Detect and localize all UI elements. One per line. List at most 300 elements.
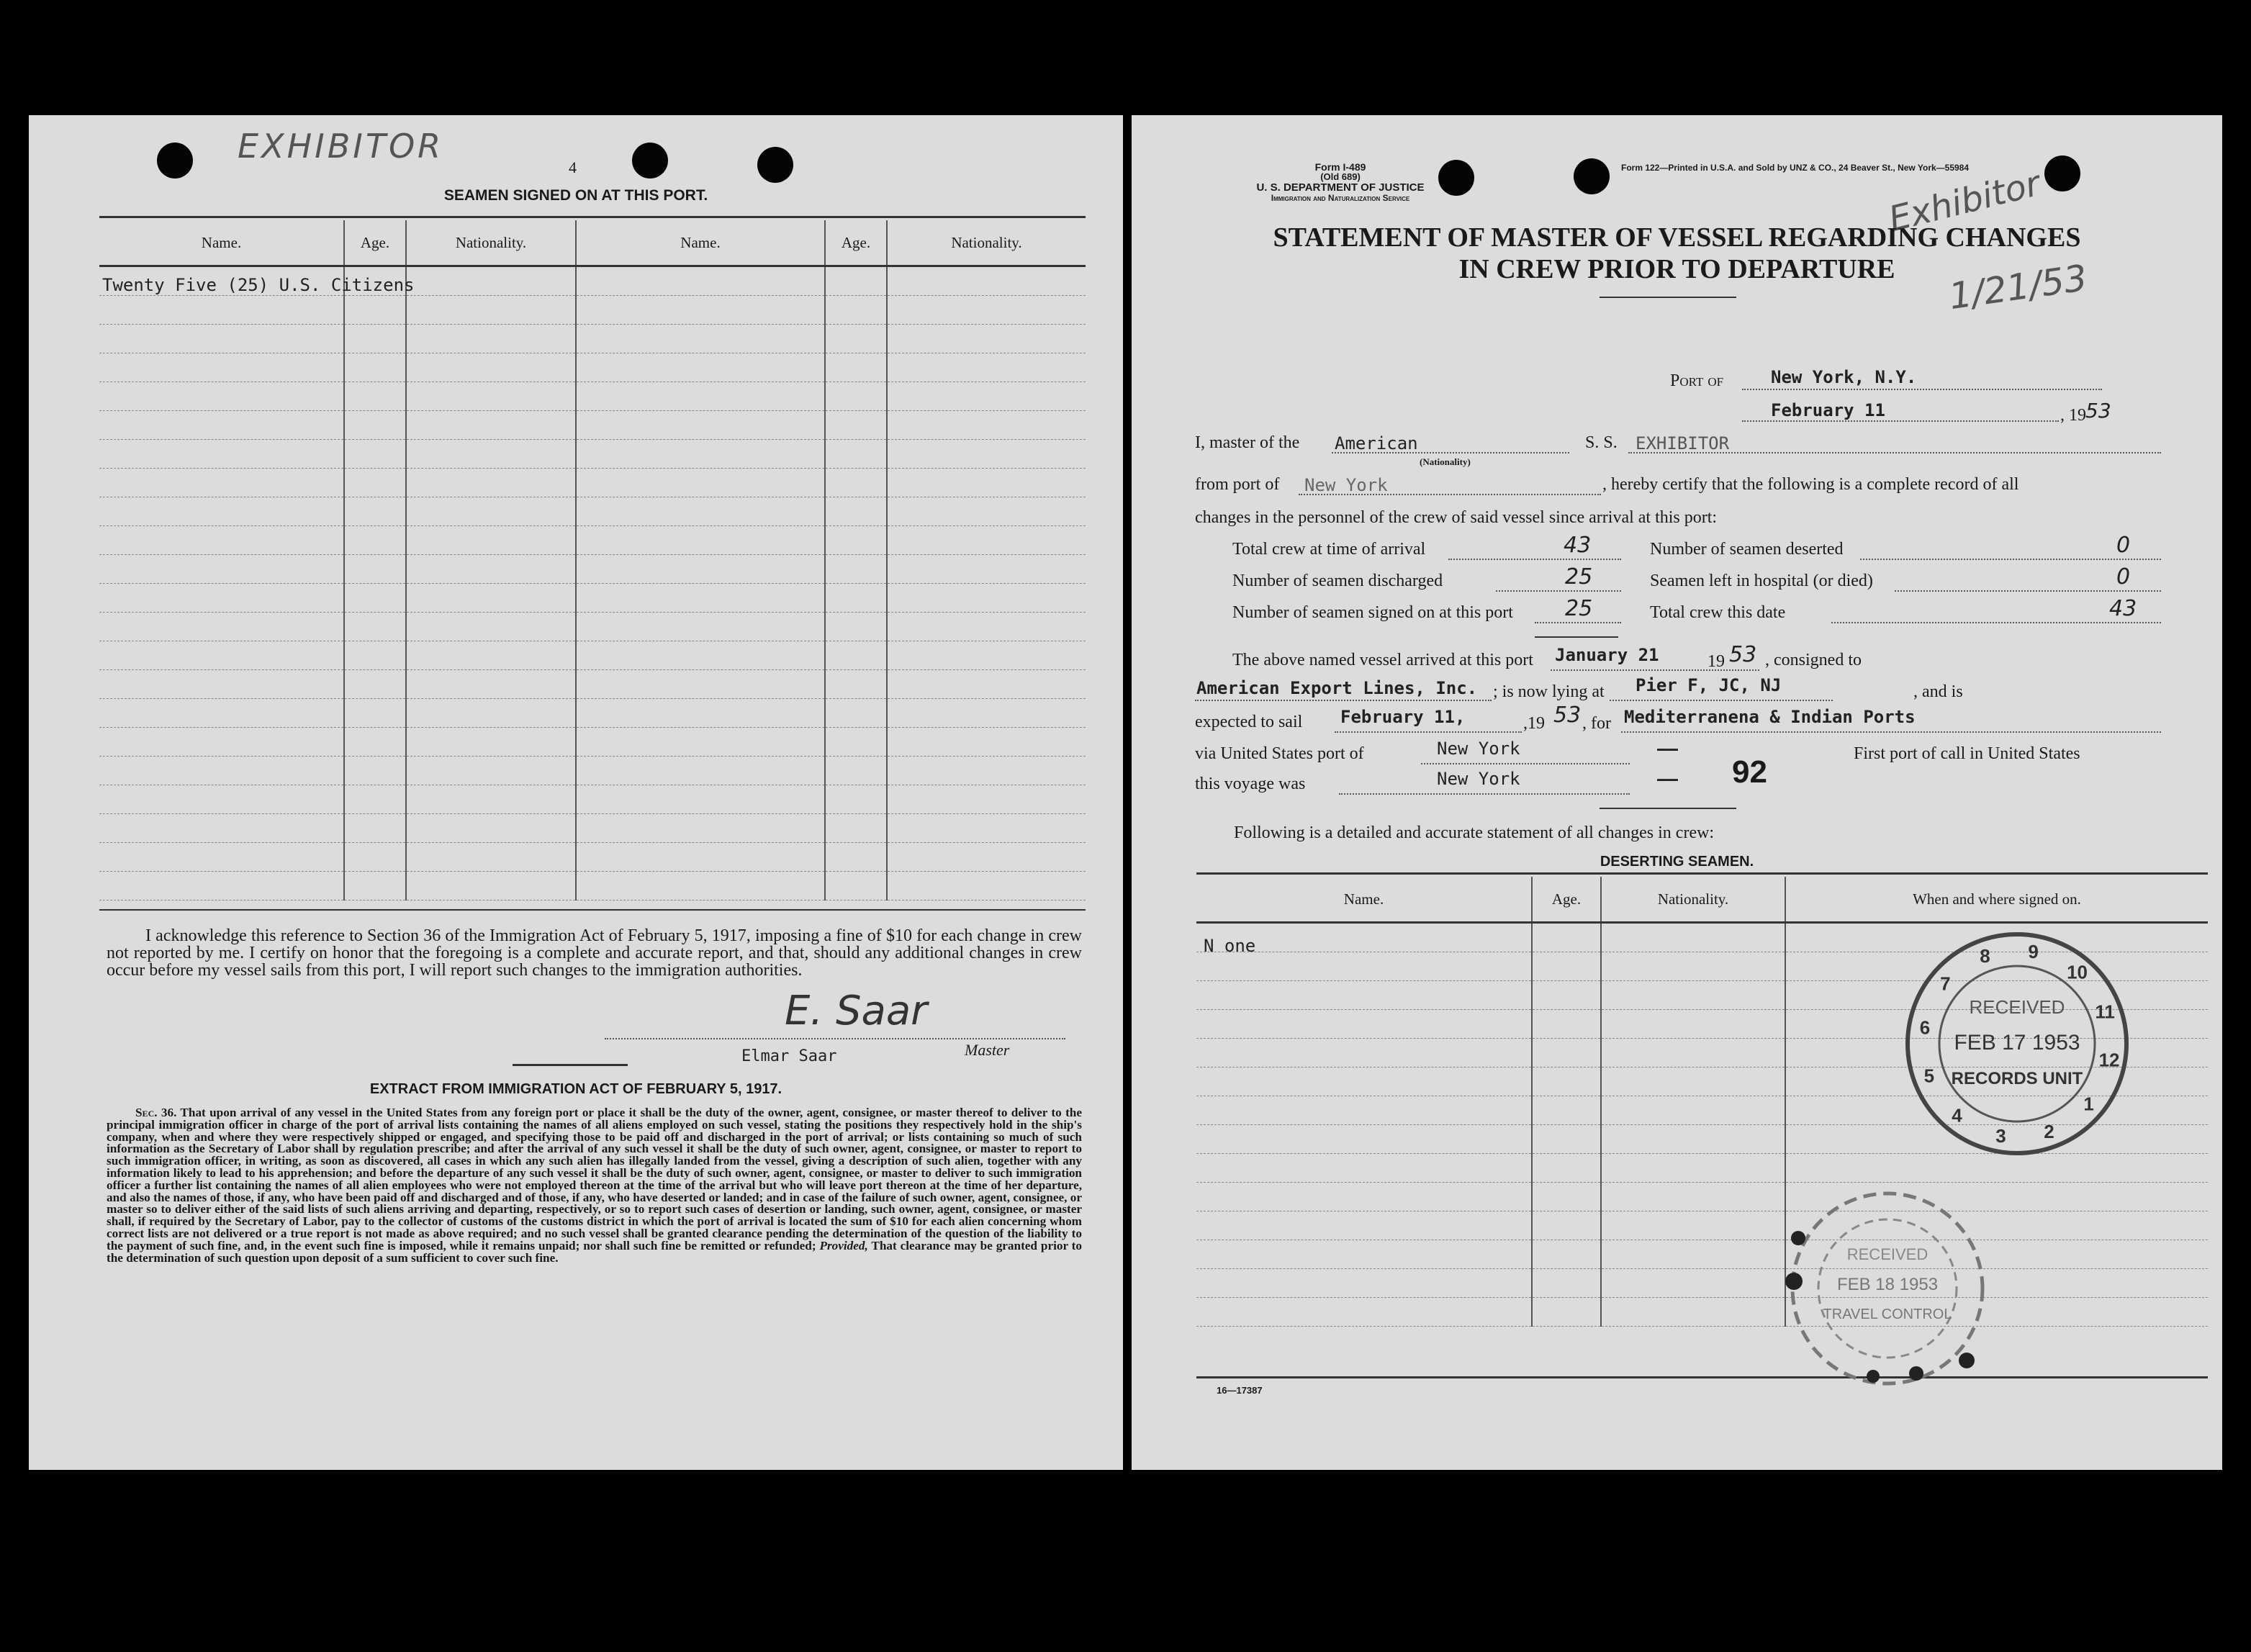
table-cell <box>887 872 1086 901</box>
table-cell <box>1196 1039 1532 1068</box>
table-cell <box>576 872 825 901</box>
via-value: New York <box>1437 739 1520 759</box>
form-title <box>1132 222 2222 285</box>
table-cell <box>576 555 825 584</box>
table-cell <box>887 266 1086 296</box>
left-page <box>29 115 1123 1470</box>
stamp-records-unit: RECORDS UNIT <box>1951 1069 2083 1088</box>
lying-line <box>1610 700 1833 701</box>
table-cell <box>825 670 887 699</box>
table-row <box>1196 1298 2208 1327</box>
table-cell <box>406 497 576 526</box>
table-cell <box>576 670 825 699</box>
table-cell <box>825 497 887 526</box>
table-row <box>99 411 1086 440</box>
table-cell <box>825 411 887 440</box>
table-cell <box>406 843 576 872</box>
table-cell <box>1601 1183 1785 1211</box>
deserted-label: Number of seamen deserted <box>1650 540 1844 559</box>
table-cell <box>825 699 887 728</box>
table-cell <box>344 641 406 670</box>
department: U. S. DEPARTMENT OF JUSTICE <box>1256 181 1425 194</box>
certify-text: , hereby certify that the following is a complete record of all <box>1602 475 2019 494</box>
table-cell <box>1532 923 1601 952</box>
total-crew-arrival-label: Total crew at time of arrival <box>1232 540 1426 559</box>
stamp-ring-number: 12 <box>2098 1049 2120 1071</box>
divider <box>513 1064 628 1066</box>
expected-value: February 11, <box>1340 707 1466 727</box>
table-row <box>99 584 1086 613</box>
column-header: Nationality. <box>887 220 1086 266</box>
table-cell <box>576 440 825 469</box>
table-cell <box>576 382 825 411</box>
extract-section-lead: Sec. 36. <box>135 1106 177 1119</box>
total-crew-date: 43 <box>2109 596 2137 621</box>
table-row <box>99 641 1086 670</box>
table-cell <box>887 843 1086 872</box>
table-cell <box>406 555 576 584</box>
year-value: 53 <box>2085 399 2111 423</box>
table-cell <box>406 699 576 728</box>
table-cell <box>406 613 576 641</box>
table-cell <box>887 699 1086 728</box>
table-cell <box>1601 1154 1785 1183</box>
stamp-ring-number: 1 <box>2083 1093 2094 1115</box>
voyage-label: this voyage was <box>1195 775 1306 793</box>
table-cell <box>825 555 887 584</box>
table-cell <box>99 497 344 526</box>
table-cell <box>1601 1211 1785 1240</box>
table-cell <box>344 872 406 901</box>
table-cell <box>406 757 576 785</box>
table-cell <box>576 584 825 613</box>
table-row <box>1196 1211 2208 1240</box>
table-cell <box>1532 1010 1601 1039</box>
stat-line <box>1831 622 2161 623</box>
signed-on: 25 <box>1565 596 1593 621</box>
page-number: 4 <box>569 158 577 176</box>
table-cell <box>825 382 887 411</box>
extract-text <box>107 1107 1082 1264</box>
table-row <box>99 613 1086 641</box>
stamp-ring-number: 7 <box>1940 972 1951 995</box>
table-cell <box>576 757 825 785</box>
table-cell <box>887 382 1086 411</box>
table-cell <box>1196 981 1532 1010</box>
total-crew-arrival: 43 <box>1564 533 1592 558</box>
table-cell <box>825 353 887 382</box>
table-cell <box>825 641 887 670</box>
form-header <box>1261 163 1420 181</box>
table-cell <box>99 843 344 872</box>
table-cell <box>1601 981 1785 1010</box>
table-row <box>99 382 1086 411</box>
table-cell <box>825 526 887 555</box>
stamp-ring-number: 5 <box>1923 1065 1935 1087</box>
deserting-title: DESERTING SEAMEN. <box>1600 854 1754 870</box>
table-cell <box>406 872 576 901</box>
table-cell <box>887 785 1086 814</box>
expected-label: expected to sail <box>1195 713 1303 731</box>
table-row <box>99 872 1086 901</box>
table-cell <box>406 296 576 325</box>
table-cell <box>99 555 344 584</box>
table-cell <box>406 411 576 440</box>
changes-text: changes in the personnel of the crew of said vessel since arrival at this port: <box>1195 508 1718 527</box>
expected-line <box>1335 731 1522 733</box>
column-header: Name. <box>1196 877 1532 923</box>
table-cell <box>1601 1269 1785 1298</box>
table-header-row <box>1196 877 2208 923</box>
port-label: Port of <box>1670 371 1724 390</box>
table-cell <box>1196 1010 1532 1039</box>
signed-on-entry: Twenty Five (25) U.S. Citizens <box>102 275 415 295</box>
table-row <box>99 296 1086 325</box>
stat-line <box>1860 559 2161 560</box>
table-cell <box>406 670 576 699</box>
table-row <box>99 325 1086 353</box>
table-cell <box>576 613 825 641</box>
following-text: Following is a detailed and accurate statement of all changes in crew: <box>1234 823 1715 842</box>
table-row <box>99 526 1086 555</box>
column-header: Nationality. <box>406 220 576 266</box>
table-cell <box>1532 1298 1601 1327</box>
table-cell <box>406 584 576 613</box>
table-cell <box>576 296 825 325</box>
extract-title: EXTRACT FROM IMMIGRATION ACT OF FEBRUARY 5, 1917. <box>369 1081 782 1097</box>
via-dash: —— <box>1657 739 1678 759</box>
table-cell <box>344 296 406 325</box>
punch-hole <box>1574 158 1610 194</box>
table-cell <box>344 670 406 699</box>
table-cell <box>99 785 344 814</box>
table-cell <box>887 728 1086 757</box>
master-label: Master <box>965 1041 1010 1059</box>
handwritten-vessel-name: EXHIBITOR <box>238 127 444 166</box>
table-cell <box>344 555 406 584</box>
ss-label: S. S. <box>1585 433 1618 452</box>
punch-hole <box>2044 155 2080 191</box>
department-header <box>1204 183 1477 203</box>
table-cell <box>406 353 576 382</box>
and-is: , and is <box>1913 682 1963 701</box>
table-cell <box>406 440 576 469</box>
table-cell <box>1532 1183 1601 1211</box>
stamp-date: FEB 17 1953 <box>1954 1031 2080 1055</box>
table-cell <box>99 699 344 728</box>
table-cell <box>344 526 406 555</box>
stamp-ring-number: 2 <box>2044 1121 2054 1143</box>
table-cell <box>1532 1269 1601 1298</box>
table-cell <box>887 497 1086 526</box>
stamp-ring-number: 9 <box>2028 940 2039 962</box>
consignee-line <box>1195 700 1492 701</box>
table-cell <box>99 613 344 641</box>
table-cell <box>344 728 406 757</box>
table-row <box>99 757 1086 785</box>
column-header: When and where signed on. <box>1785 877 2208 923</box>
stamp-ring-number: 10 <box>2067 961 2088 983</box>
table-cell <box>1532 1096 1601 1125</box>
service: Immigration and Naturalization Service <box>1271 193 1410 203</box>
nationality-value: American <box>1335 433 1418 453</box>
form-title-line2: IN CREW PRIOR TO DEPARTURE <box>1458 254 1895 284</box>
table-cell <box>825 728 887 757</box>
table-cell <box>344 325 406 353</box>
table-cell <box>1532 1125 1601 1154</box>
column-header: Age. <box>1532 877 1601 923</box>
table-cell <box>576 728 825 757</box>
table-header-row <box>99 220 1086 266</box>
table-row <box>99 728 1086 757</box>
table-cell <box>576 266 825 296</box>
table-cell <box>99 872 344 901</box>
table-cell <box>825 584 887 613</box>
table-cell <box>825 757 887 785</box>
stamp2-unit: TRAVEL CONTROL <box>1823 1306 1952 1322</box>
table-cell <box>344 613 406 641</box>
arrived-value: January 21 <box>1555 645 1659 665</box>
master-of-label: I, master of the <box>1195 433 1300 452</box>
stat-line <box>1895 590 2161 592</box>
stamp-ring-number: 8 <box>1980 944 1990 967</box>
table-cell <box>1196 1269 1532 1298</box>
stamp2-date: FEB 18 1953 <box>1836 1275 1939 1294</box>
total-crew-date-label: Total crew this date <box>1650 603 1786 622</box>
voyage-dash: —— <box>1657 769 1678 789</box>
footer-code: 16—17387 <box>1217 1385 1263 1396</box>
table-cell <box>406 814 576 843</box>
table-cell <box>1532 1154 1601 1183</box>
table-cell <box>1601 1096 1785 1125</box>
table-cell <box>576 411 825 440</box>
first-port-label: First port of call in United States <box>1854 744 2080 763</box>
table-cell <box>887 814 1086 843</box>
table-cell <box>887 469 1086 497</box>
stamp-ring-number: 11 <box>2095 1001 2115 1023</box>
column-header: Age. <box>825 220 887 266</box>
table-cell <box>406 785 576 814</box>
table-cell <box>576 325 825 353</box>
table-row <box>99 814 1086 843</box>
extract-body: That upon arrival of any vessel in the United States from any foreign port or place it shall be the duty of the owner, agent, consignee, or master thereof to deliver to the principal immigration officer in charge of the port of arrival lists containing the names of all aliens employed on such vessel, stating the positions they respectively hold in the ship's company, when and where they were respectively shipped or engaged, and specifying those to be paid off and discharged in the port of arrival; or lists containing so much of such information as the Secretary of Labor shall by regulation prescribe; and after the arrival of any such vessel it shall be the duty of such owner, agent, consignee, or master to report to such immigration officer, in writing, as soon as discovered, all cases in which any such alien has illegally landed from the vessel, giving a description of such alien, together with any information likely to lead to his apprehension; and before the departure of any such vessel it shall be the duty of such owner, agent, consignee, or master to deliver to such immigration officer a further list containing the names of all alien employees who were not employed thereon at the time of the arrival but who will leave port thereon at the time of her departure, and also the names of those, if any, who have been paid off and discharged and of those, if any, who have deserted or landed; and in case of the failure of such owner, agent, consignee, or master so to deliver either of the said lists of such aliens arriving and departing, respectively, or so to report such cases of desertion or landing, such owner, agent, consignee, or master shall, if required by the Secretary of Labor, pay to the collector of customs of the customs district in which the port of arrival is located the sum of $10 for each alien concerning whom correct lists are not delivered or a true report is not made as above required; and no such vessel shall be granted clearance pending the determination of the question of the liability to the payment of such fine, and, in the event such fine is imposed, while it remains unpaid; nor shall such fine be remitted or refunded; <box>107 1106 1082 1252</box>
column-header: Name. <box>99 220 344 266</box>
table-cell <box>1196 1096 1532 1125</box>
table-cell <box>825 325 887 353</box>
faded-stamp <box>1765 1181 2010 1396</box>
acknowledgement-text: I acknowledge this reference to Section 36 of the Immigration Act of February 5, 1917, imposing a fine of $10 for each change in crew not reported by me. I certify on honor that the foregoing is a complete and accurate report, and that, should any additional changes in crew occur before my vessel sails from this port, I will report such changes to the immigration authorities. <box>107 926 1082 980</box>
table-cell <box>1196 1183 1532 1211</box>
table-cell <box>99 584 344 613</box>
table-cell <box>344 757 406 785</box>
table-cell <box>99 526 344 555</box>
table-cell <box>825 440 887 469</box>
table-cell <box>887 757 1086 785</box>
stamp2-received: RECEIVED <box>1846 1245 1929 1263</box>
from-port-value: New York <box>1304 475 1388 495</box>
table-cell <box>887 613 1086 641</box>
table-cell <box>344 699 406 728</box>
column-header: Name. <box>576 220 825 266</box>
table-row <box>99 497 1086 526</box>
table-cell <box>825 814 887 843</box>
column-header: Nationality. <box>1601 877 1785 923</box>
table-row <box>99 555 1086 584</box>
table-cell <box>887 584 1086 613</box>
port-line <box>1742 389 2102 390</box>
table-cell <box>344 814 406 843</box>
via-line <box>1421 763 1630 764</box>
table-cell <box>825 296 887 325</box>
section-title: SEAMEN SIGNED ON AT THIS PORT. <box>443 187 708 204</box>
for-label: , for <box>1582 714 1611 733</box>
handwritten-note: Exhibitor <box>1885 163 2044 240</box>
right-page: Form I-489 (Old 689) U. S. DEPARTMENT OF JUSTICE Immigration and Naturalization Service Form 122—Printed in U.S.A. and Sold by UNZ & CO., 24 Beaver St., New York—55984 Exhibitor 1/21/53 STATEMENT OF MASTER OF VESSEL REGARDING CHANGES IN CREW PRIOR TO DEPARTURE Port of New York, N.Y. February 11 , 19 53 I, master of the American (Nationality) S. S. EXHIBITOR from port of New York , hereby certify that the following is a complete record of all changes in the personnel of the crew of said vessel since arrival at this port: Total crew at time of arrival 43 Number of seamen discharged 25 Number of seamen signed on at this port 25 Number of seamen deserted 0 Seamen left in hospital (or died) 0 Total crew this date 43 The above named vessel arrived at this port January 21 19 53 , consigned to American Export Lines, Inc. ; is now lying at Pier F, JC, NJ , and is expected to sail February 11, ,19 53 , for Mediterranena & Indian Ports via United States port of New York —— First port of call in United States this voyage was New York —— 92 Following is a detailed and accurate statement of all changes in crew: DESERTING SEAMEN. Name. Age. Nationality. When and where signed on. N one 16—17387 8 9 10 11 12 1 2 3 4 5 6 7 RECEIVED FEB 17 1953 RECORDS UNIT RECEIVED FEB 18 1953 TRAVEL CONTROL <box>1132 115 2222 1470</box>
nationality-caption: (Nationality) <box>1420 456 1471 467</box>
table-cell <box>1532 1240 1601 1269</box>
table-cell <box>576 699 825 728</box>
date-line <box>1742 420 2059 422</box>
table-cell <box>1601 1240 1785 1269</box>
table-cell <box>344 843 406 872</box>
table-cell <box>576 785 825 814</box>
table-row <box>99 353 1086 382</box>
stat-line <box>1535 622 1621 623</box>
table-cell <box>1601 952 1785 981</box>
table-cell <box>887 440 1086 469</box>
table-row <box>99 843 1086 872</box>
table-cell <box>825 843 887 872</box>
table-cell <box>1532 952 1601 981</box>
expected-year: 53 <box>1553 703 1582 728</box>
destination-line <box>1621 731 2161 733</box>
arrived-line <box>1551 669 1759 671</box>
consigned-label: , consigned to <box>1765 651 1862 669</box>
extract-proviso: Provided, <box>819 1238 868 1252</box>
signature-line <box>605 1038 1065 1039</box>
table-cell <box>825 872 887 901</box>
form-title-line1: STATEMENT OF MASTER OF VESSEL REGARDING CHANGES <box>1273 222 2081 253</box>
table-cell <box>1196 1125 1532 1154</box>
arrived-year: 53 <box>1729 642 1757 667</box>
table-cell <box>576 814 825 843</box>
table-top-rule <box>99 216 1086 218</box>
table-cell <box>887 555 1086 584</box>
table-cell <box>576 526 825 555</box>
master-signature: E. Saar <box>785 988 928 1034</box>
table-cell <box>99 411 344 440</box>
consignee: American Export Lines, Inc. <box>1196 678 1478 698</box>
stamp-ring-number: 6 <box>1919 1016 1931 1039</box>
table-cell <box>406 469 576 497</box>
table-cell <box>1196 1211 1532 1240</box>
table-cell <box>99 353 344 382</box>
port-value: New York, N.Y. <box>1771 367 1917 387</box>
table-cell <box>1196 1154 1532 1183</box>
deserting-top-rule <box>1196 872 2208 875</box>
table-cell <box>99 757 344 785</box>
table-row <box>99 785 1086 814</box>
form-number: Form I-489 <box>1314 161 1366 173</box>
table-cell <box>1196 1240 1532 1269</box>
table-cell <box>887 670 1086 699</box>
printer-line: Form 122—Printed in U.S.A. and Sold by UNZ & CO., 24 Beaver St., New York—55984 <box>1621 163 1970 173</box>
stamp-number: 92 <box>1732 754 1767 790</box>
punch-hole <box>757 147 793 183</box>
table-cell <box>99 440 344 469</box>
table-cell <box>406 382 576 411</box>
stamp-ring-number: 3 <box>1995 1125 2006 1147</box>
table-row <box>1196 1183 2208 1211</box>
table-cell <box>1601 1039 1785 1068</box>
table-cell <box>1601 1068 1785 1096</box>
table-cell <box>887 325 1086 353</box>
table-cell <box>576 497 825 526</box>
table-cell <box>887 526 1086 555</box>
table-cell <box>1196 1298 1532 1327</box>
handwritten-date: 1/21/53 <box>1946 256 2090 318</box>
received-stamp <box>1880 921 2154 1166</box>
table-row <box>99 440 1086 469</box>
via-label: via United States port of <box>1195 744 1364 763</box>
destination: Mediterranena & Indian Ports <box>1624 707 1916 727</box>
form-old-number: (Old 689) <box>1320 171 1361 182</box>
table-cell <box>99 641 344 670</box>
from-port-label: from port of <box>1195 475 1280 494</box>
table-bottom-rule <box>99 909 1086 911</box>
table-row <box>99 699 1086 728</box>
table-cell <box>1601 1298 1785 1327</box>
stat-divider <box>1535 636 1618 638</box>
lying-label: ; is now lying at <box>1493 682 1605 701</box>
table-cell <box>99 325 344 353</box>
column-header: Age. <box>344 220 406 266</box>
seamen-signed-on-table <box>99 220 1086 901</box>
table-cell <box>576 469 825 497</box>
arrived-label: The above named vessel arrived at this port <box>1232 651 1533 669</box>
table-cell <box>344 584 406 613</box>
deserted: 0 <box>2116 533 2131 558</box>
table-cell <box>1601 1125 1785 1154</box>
stamp-ring-number: 4 <box>1952 1104 1962 1127</box>
year-prefix: , 19 <box>2060 406 2086 425</box>
table-cell <box>576 353 825 382</box>
table-cell <box>99 469 344 497</box>
table-cell <box>344 497 406 526</box>
divider <box>1600 808 1736 809</box>
table-cell <box>344 785 406 814</box>
table-row <box>99 469 1086 497</box>
voyage-line <box>1339 793 1630 795</box>
discharged: 25 <box>1565 564 1593 590</box>
table-cell <box>576 843 825 872</box>
table-cell <box>1196 1068 1532 1096</box>
hospital-label: Seamen left in hospital (or died) <box>1650 572 1873 590</box>
deserting-bottom-rule <box>1196 1376 2208 1378</box>
table-cell <box>406 728 576 757</box>
table-cell <box>344 353 406 382</box>
table-row <box>1196 1269 2208 1298</box>
table-cell <box>99 814 344 843</box>
table-cell <box>99 728 344 757</box>
table-cell <box>406 325 576 353</box>
master-name: Elmar Saar <box>741 1047 837 1065</box>
table-cell <box>576 641 825 670</box>
punch-hole <box>632 143 668 179</box>
table-cell <box>1196 952 1532 981</box>
table-row <box>99 670 1086 699</box>
table-cell <box>344 469 406 497</box>
